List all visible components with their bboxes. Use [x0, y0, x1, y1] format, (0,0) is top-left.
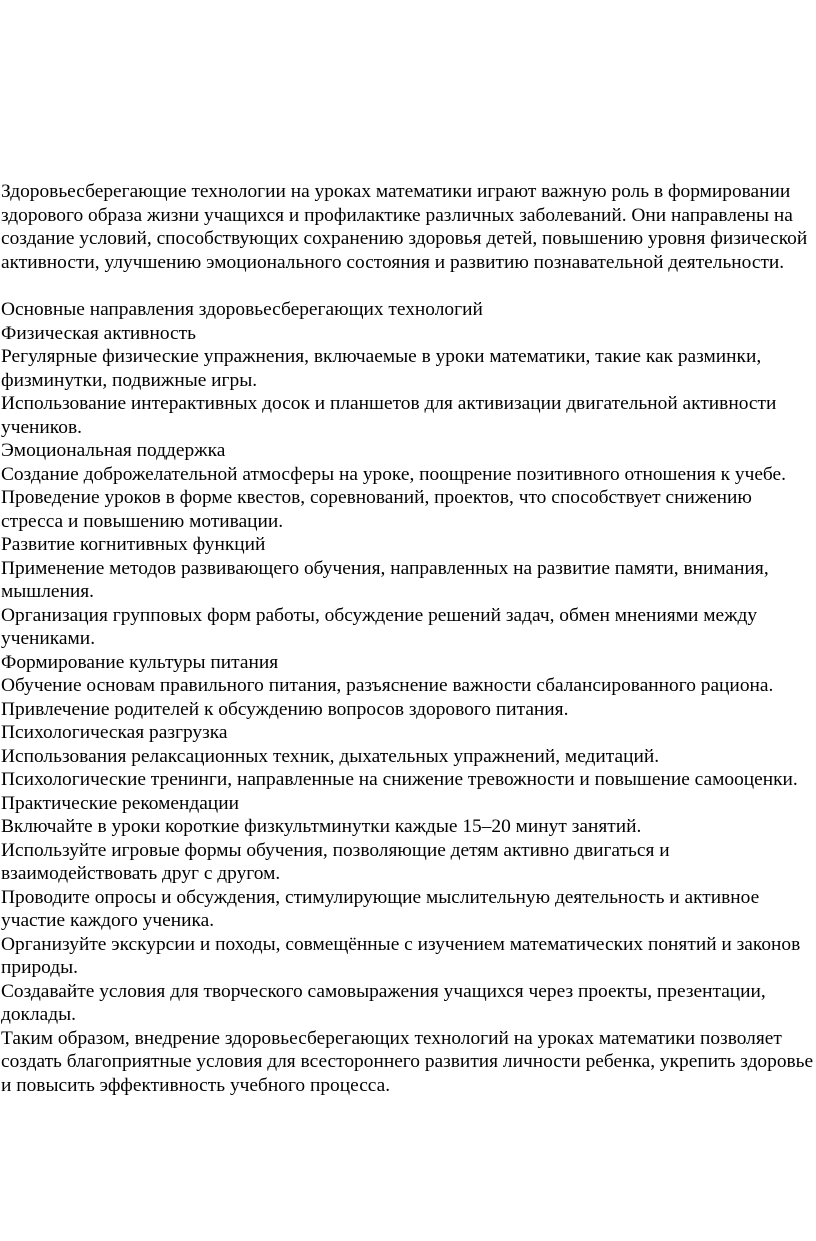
paragraph: Регулярные физические упражнения, включаемые в уроки математики, такие как разминки, физминутки, подвижные игры.: [1, 346, 762, 391]
conclusion-paragraph: Таким образом, внедрение здоровьесберегающих технологий на уроках математики позволяет создать благоприятные условия для всестороннего развития личности ребенка, укрепить здоровье и повысить эффективность учебного процесса.: [1, 1027, 814, 1096]
paragraph: Использования релаксационных техник, дыхательных упражнений, медитаций.: [1, 745, 660, 767]
paragraph: Организация групповых форм работы, обсуждение решений задач, обмен мнениями между учениками.: [1, 604, 758, 649]
paragraph: Проведение уроков в форме квестов, соревнований, проектов, что способствует снижению стресса и повышению мотивации.: [1, 487, 752, 532]
section-heading: Основные направления здоровьесберегающих технологий: [1, 299, 483, 320]
subheading-nutrition-culture: Формирование культуры питания: [1, 651, 279, 673]
paragraph: Создавайте условия для творческого самовыражения учащихся через проекты, презентации, доклады.: [1, 980, 766, 1025]
paragraph: Создание доброжелательной атмосферы на уроке, поощрение позитивного отношения к учебе.: [1, 463, 786, 485]
paragraph: Обучение основам правильного питания, разъяснение важности сбалансированного рациона.: [1, 675, 774, 696]
paragraph: Привлечение родителей к обсуждению вопросов здорового питания.: [1, 698, 569, 720]
intro-paragraph: Здоровьесберегающие технологии на уроках математики играют важную роль в формировании здорового образа жизни учащихся и профилактике различных заболеваний. Они направлены на создание условий, способствующих сохранению здоровья детей, повышению уровня физической активности, улучшению эмоционального состояния и развитию познавательной деятельности.: [1, 181, 808, 273]
subheading-emotional-support: Эмоциональная поддержка: [1, 440, 226, 461]
paragraph: Проводите опросы и обсуждения, стимулирующие мыслительную деятельность и активное участие каждого ученика.: [1, 886, 760, 931]
paragraph: Используйте игровые формы обучения, позволяющие детям активно двигаться и взаимодействовать друг с другом.: [1, 839, 670, 884]
subheading-psychological-relief: Психологическая разгрузка: [1, 722, 228, 743]
paragraph: Использование интерактивных досок и планшетов для активизации двигательной активности учеников.: [1, 393, 777, 438]
subheading-cognitive-functions: Развитие когнитивных функций: [1, 534, 266, 555]
paragraph: Применение методов развивающего обучения, направленных на развитие памяти, внимания, мышления.: [1, 557, 769, 602]
paragraph: Организуйте экскурсии и походы, совмещённые с изучением математических понятий и законов природы.: [1, 933, 801, 978]
subheading-practical-recommendations: Практические рекомендации: [1, 792, 239, 814]
paragraph: Психологические тренинги, направленные на снижение тревожности и повышение самооценки.: [1, 769, 798, 790]
subheading-physical-activity: Физическая активность: [1, 322, 196, 344]
paragraph: Включайте в уроки короткие физкультминутки каждые 15–20 минут занятий.: [1, 816, 642, 837]
